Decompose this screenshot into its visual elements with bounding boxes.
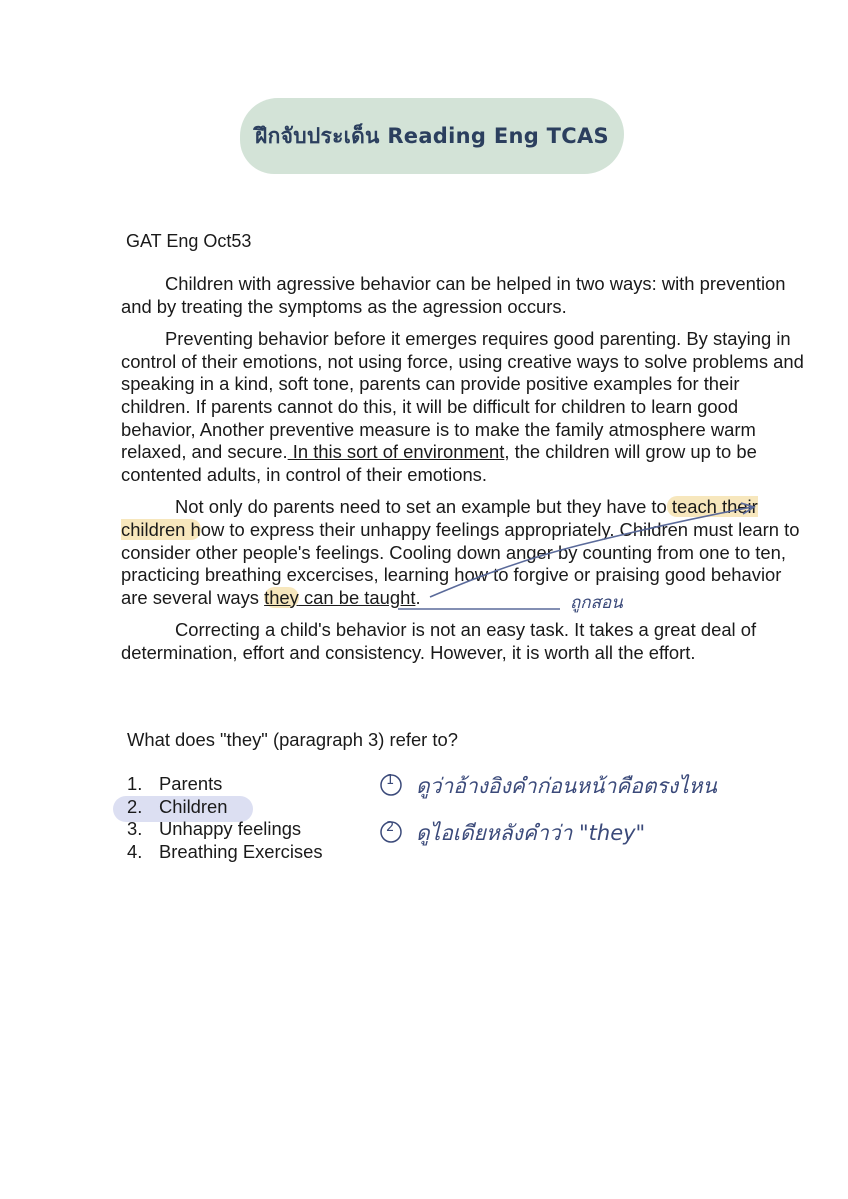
highlighted-phrase: teach their children h	[121, 496, 758, 540]
note-2-text: ดูไอเดียหลังคำว่า "they"	[416, 821, 646, 845]
page-title	[240, 98, 624, 174]
option-label: Children	[159, 795, 228, 817]
paragraph-3-text-b: ow to express their unhappy feelings appropriately. Children must learn to consider other people's feelings. Cooling down anger by counting from one to ten, practicing breathing excercises, learning how to forgive or praising good behavior are several ways	[121, 518, 800, 608]
option-2[interactable]	[127, 796, 323, 819]
option-number: 4.	[127, 840, 143, 862]
paragraph-2-text-a: Preventing behavior before it emerges requires good parenting. By staying in control of their emotions, not using force, using creative ways to solve problems and speaking in a kind, soft tone, parents can provide positive examples for their children. If parents cannot do this, it will be difficult for children to learn good behavior, Another preventive measure is to make the family atmosphere warm relaxed, and secure.	[121, 328, 804, 463]
paragraph-1: Children with agressive behavior can be helped in two ways: with prevention and by treating the symptoms as the agression occurs.	[121, 273, 786, 317]
paragraph-4: Correcting a child's behavior is not an easy task. It takes a great deal of determination, effort and consistency. However, it is worth all the effort.	[121, 619, 757, 663]
option-number: 2.	[127, 795, 143, 817]
question-text: What does "they" (paragraph 3) refer to?	[127, 729, 458, 750]
option-label: Parents	[159, 773, 223, 794]
can-be-taught-underline: can be taught	[298, 586, 416, 608]
paragraph-2-text-b: , the children will grow up to be contented adults, in control of their emotions.	[121, 441, 757, 485]
source-label: GAT Eng Oct53	[126, 231, 252, 251]
note-2-number: 2	[386, 820, 395, 835]
answer-options	[127, 773, 323, 863]
paragraph-3-text-d: .	[415, 586, 421, 608]
page-title-text: ฝึกจับประเด็น Reading Eng TCAS	[255, 123, 609, 148]
option-label: Unhappy feelings	[159, 818, 302, 839]
note-1-text: ดูว่าอ้างอิงคำก่อนหน้าคือตรงไหน	[416, 774, 717, 798]
paragraph-2	[121, 328, 811, 486]
option-label: Breathing Exercises	[159, 840, 323, 862]
note-1-number: 1	[386, 773, 395, 788]
option-3[interactable]	[127, 818, 323, 841]
reading-passage	[121, 273, 811, 675]
paragraph-3	[121, 496, 811, 609]
option-number: 1.	[127, 773, 143, 794]
they-highlight: they	[264, 586, 299, 608]
paragraph-3-text-a: Not only do parents need to set an example but they have to	[175, 496, 667, 518]
option-1[interactable]	[127, 773, 323, 796]
note-taught: ถูกสอน	[570, 593, 623, 613]
underlined-phrase: In this sort of environment	[287, 441, 505, 463]
option-number: 3.	[127, 818, 143, 839]
option-4[interactable]	[127, 841, 323, 864]
